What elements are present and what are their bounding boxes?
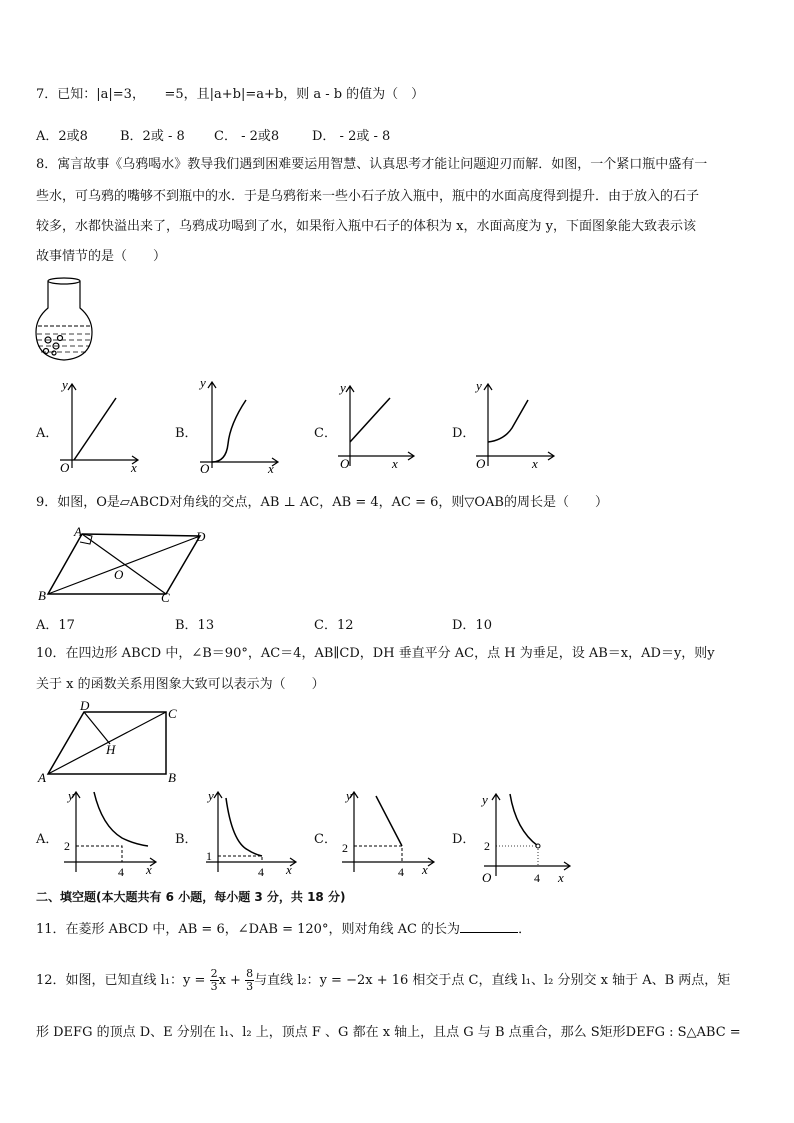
q10-label-h: H: [106, 742, 116, 757]
q10-option-d-label: D．: [452, 832, 476, 847]
q8-d-origin: O: [476, 456, 486, 471]
q8-line4: 故事情节的是（ ）: [36, 249, 167, 264]
q10-d-y-axis: y: [482, 792, 488, 807]
q10-label-b: B: [168, 770, 176, 785]
q8-graph-d: [472, 378, 564, 474]
q12-line1: [36, 966, 730, 996]
q8-option-b-label: B．: [175, 426, 198, 441]
q10-label-c: C: [168, 706, 177, 721]
q8-a-y-label: y: [62, 377, 68, 392]
q8-a-x-label: x: [131, 460, 137, 474]
q11-blank: [460, 920, 518, 933]
q12-frac1-den: 3: [210, 980, 218, 993]
q8-graph-c: [334, 380, 424, 474]
q10-d-y-tick: 2: [484, 839, 490, 853]
q8-d-x-label: x: [532, 456, 538, 471]
q7-option-b: B．2或 - 8: [120, 129, 185, 144]
q10-graph-a: [56, 786, 160, 880]
q12-part2: x +: [218, 973, 241, 988]
q11-line: [36, 920, 531, 939]
q10-b-x-axis: x: [286, 862, 292, 877]
q10-graph-c: [334, 786, 438, 880]
q7-option-a: A．2或8: [36, 129, 88, 144]
q9-option-d: D．10: [452, 618, 492, 633]
q8-d-y-label: y: [476, 378, 482, 393]
q9-option-a: A．17: [36, 618, 75, 633]
q10-graph-b: [196, 786, 300, 880]
q10-b-y-axis: y: [208, 788, 214, 803]
q8-line1: 8．寓言故事《乌鸦喝水》教导我们遇到困难要运用智慧、认真思考才能让问题迎刃而解．如图，一个紧口瓶中盛有一: [36, 157, 708, 172]
q8-c-y-label: y: [340, 380, 346, 395]
q10-a-x-axis: x: [146, 862, 152, 877]
q10-d-origin: O: [482, 870, 492, 885]
q9-label-b: B: [38, 588, 46, 603]
q10-option-c-label: C．: [314, 832, 337, 847]
q12-frac1-num: 2: [210, 967, 218, 980]
q12-line2: 形 DEFG 的顶点 D、E 分别在 l₁、l₂ 上，顶点 F 、G 都在 x 轴上，且点 G 与 B 点重合，那么 S矩形DEFG : S△ABC =: [36, 1025, 741, 1040]
q10-option-b-label: B．: [175, 832, 198, 847]
bottle-figure: [34, 276, 104, 368]
parallelogram-figure: [34, 524, 224, 604]
q10-line1: 10．在四边形 ABCD 中，∠B＝90°，AC＝4，AB∥CD，DH 垂直平分 AC，点 H 为垂足，设 AB＝x，AD＝y，则y: [36, 646, 715, 661]
q10-a-y-tick: 2: [64, 839, 70, 853]
section-title: 二、填空题(本大题共有 6 小题，每小题 3 分，共 18 分): [36, 890, 346, 904]
q8-c-origin: O: [340, 456, 350, 471]
q12-fraction-1: [210, 968, 219, 993]
q8-b-origin: O: [200, 461, 210, 474]
q10-option-a-label: A．: [36, 832, 59, 847]
q10-d-x-axis: x: [558, 870, 564, 885]
q11-stem: 11．在菱形 ABCD 中，AB = 6，∠DAB = 120°，则对角线 AC 的长为: [36, 922, 461, 937]
q9-label-c: C: [161, 590, 170, 604]
q10-label-d: D: [80, 698, 90, 713]
q9-stem: 9．如图，O是▱ABCD对角线的交点，AB ⊥ AC，AB = 4，AC = 6，则▽OAB的周长是（ ）: [36, 495, 608, 510]
q9-option-b: B．13: [175, 618, 215, 633]
q10-graph-d: [470, 790, 576, 886]
q8-b-y-label: y: [200, 375, 206, 390]
q12-frac2-num: 8: [246, 967, 254, 980]
q9-label-o: O: [114, 567, 124, 582]
q11-end: ．: [518, 922, 532, 937]
q8-a-origin: O: [60, 460, 70, 474]
q10-b-x-tick: 4: [258, 865, 264, 879]
q9-label-a: A: [74, 524, 82, 539]
q10-c-y-tick: 2: [342, 841, 348, 855]
q10-a-y-axis: y: [68, 788, 74, 803]
q9-option-c: C．12: [314, 618, 354, 633]
q9-label-d: D: [196, 529, 206, 544]
q10-d-x-tick: 4: [534, 871, 540, 885]
q7-option-d: D． - 2或 - 8: [312, 129, 391, 144]
q10-line2: 关于 x 的函数关系用图象大致可以表示为（ ）: [36, 677, 325, 692]
q8-option-d-label: D．: [452, 426, 476, 441]
q8-option-a-label: A．: [36, 426, 59, 441]
q8-c-x-label: x: [392, 456, 398, 471]
q10-c-x-tick: 4: [398, 865, 404, 879]
q8-line2: 些水，可乌鸦的嘴够不到瓶中的水．于是乌鸦衔来一些小石子放入瓶中，瓶中的水面高度得到提升．由于放入的石子: [36, 189, 700, 204]
q12-part3: 与直线 l₂：y = −2x + 16 相交于点 C，直线 l₁、l₂ 分别交 x 轴于 A、B 两点，矩: [254, 973, 731, 988]
quadrilateral-figure: [34, 698, 194, 786]
q10-b-y-tick: 1: [206, 849, 212, 863]
q10-label-a: A: [38, 770, 46, 785]
q10-c-y-axis: y: [346, 788, 352, 803]
q12-frac2-den: 3: [246, 980, 254, 993]
q8-b-x-label: x: [268, 461, 274, 474]
q7-stem: 7．已知：|a|=3， =5，且|a+b|=a+b，则 a - b 的值为（ ）: [36, 87, 425, 102]
q12-part1: 12．如图，已知直线 l₁：y =: [36, 973, 206, 988]
q8-option-c-label: C．: [314, 426, 337, 441]
q10-a-x-tick: 4: [118, 865, 124, 879]
q7-option-c: C． - 2或8: [214, 129, 280, 144]
q12-fraction-2: [245, 968, 254, 993]
q8-graph-a: [56, 376, 146, 474]
q10-c-x-axis: x: [422, 862, 428, 877]
q8-line3: 较多，水都快溢出来了，乌鸦成功喝到了水，如果衔入瓶中石子的体积为 x，水面高度为 y，下面图象能大致表示该: [36, 219, 696, 234]
q8-graph-b: [196, 374, 286, 474]
